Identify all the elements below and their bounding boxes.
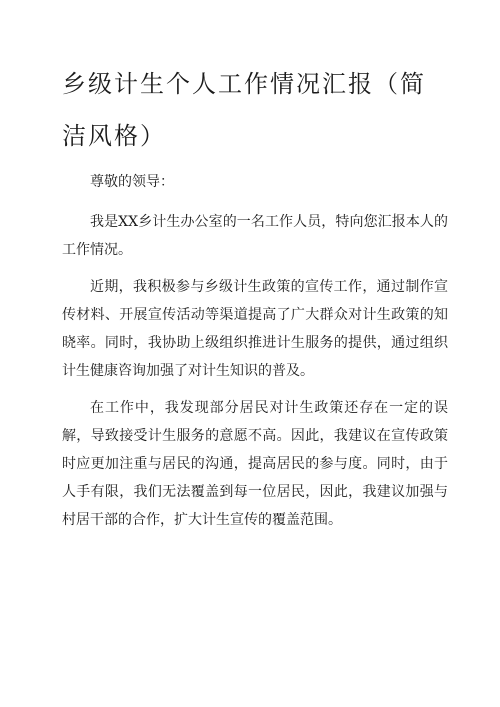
document-title: 乡级计生个人工作情况汇报（简洁风格） (62, 70, 426, 150)
paragraph-suggestions: 在工作中，我发现部分居民对计生政策还存在一定的误解，导致接受计生服务的意愿不高。因此，我建议在宣传政策时应更加注重与居民的沟通，提高居民的参与度。同时，由于人手有限，我们无法覆盖到每一位居民，因此，我建议加强与村居干部的合作，扩大计生宣传的覆盖范围。 (62, 400, 448, 528)
paragraph-intro: 我是XX乡计生办公室的一名工作人员，特向您汇报本人的工作情况。 (62, 214, 448, 258)
salutation: 尊敬的领导： (90, 174, 174, 190)
paragraph-work: 近期，我积极参与乡级计生政策的宣传工作，通过制作宣传材料、开展宣传活动等渠道提高了广大群众对计生政策的知晓率。同时，我协助上级组织推进计生服务的提供，通过组织计生健康咨询加强了对计生知识的普及。 (62, 279, 448, 379)
document-body (62, 168, 448, 543)
